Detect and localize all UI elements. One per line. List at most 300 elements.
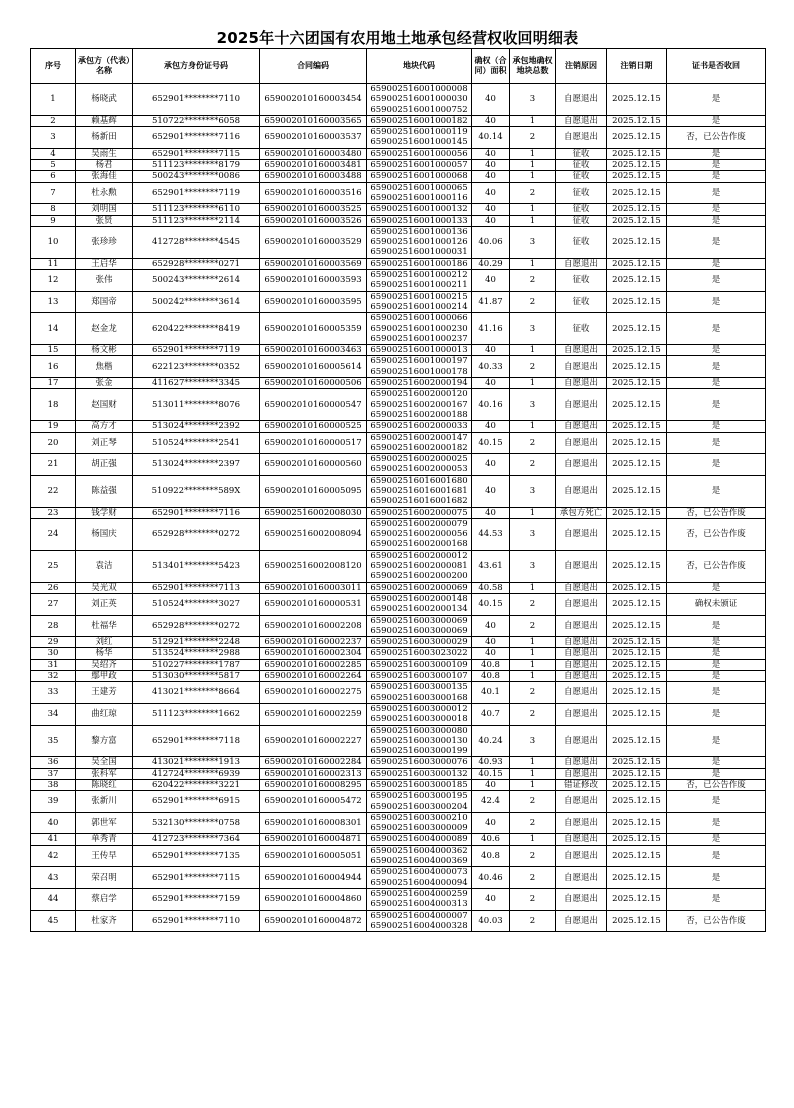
table-row xyxy=(31,768,766,779)
cell-name: 杜永勲 xyxy=(76,182,133,204)
cell-date: 2025.12.15 xyxy=(607,780,667,791)
table-row xyxy=(31,148,766,159)
cell-id: 510524********3027 xyxy=(133,593,260,615)
cell-parcel-codes xyxy=(367,637,472,648)
parcel-code: 659002516001000178 xyxy=(370,366,468,377)
cell-count: 1 xyxy=(510,148,556,159)
cell-area: 40 xyxy=(472,160,510,171)
parcel-code: 659002516001000056 xyxy=(370,148,468,159)
parcel-code: 659002516001000212 xyxy=(370,270,468,281)
cell-name: 黎方富 xyxy=(76,725,133,757)
cell-area: 40 xyxy=(472,378,510,389)
cell-count: 1 xyxy=(510,171,556,182)
cell-area: 40.29 xyxy=(472,258,510,269)
cell-date: 2025.12.15 xyxy=(607,84,667,116)
cell-name: 刘明国 xyxy=(76,204,133,215)
cell-id: 532130********0758 xyxy=(133,812,260,834)
cell-seq: 27 xyxy=(31,593,76,615)
cell-name: 袁洁 xyxy=(76,550,133,582)
cell-contract: 659002010160005359 xyxy=(260,313,367,345)
cell-count: 2 xyxy=(510,270,556,292)
cell-area: 40 xyxy=(472,454,510,476)
cell-parcel-codes xyxy=(367,378,472,389)
cell-cert: 是 xyxy=(667,757,766,768)
cell-area: 40 xyxy=(472,637,510,648)
cell-parcel-codes xyxy=(367,834,472,845)
cell-seq: 37 xyxy=(31,768,76,779)
cell-name: 郑国帝 xyxy=(76,291,133,313)
cell-area: 40 xyxy=(472,270,510,292)
cell-area: 40 xyxy=(472,84,510,116)
cell-parcel-codes xyxy=(367,356,472,378)
cell-contract: 659002516002008094 xyxy=(260,518,367,550)
parcel-code: 659002516016001681 xyxy=(370,485,468,496)
parcel-code: 659002516003000132 xyxy=(370,768,468,779)
cell-seq: 12 xyxy=(31,270,76,292)
cell-cert: 是 xyxy=(667,582,766,593)
cell-cert: 是 xyxy=(667,888,766,910)
table-body xyxy=(31,84,766,932)
parcel-code: 659002516001000211 xyxy=(370,280,468,291)
cell-seq: 32 xyxy=(31,671,76,682)
parcel-code: 659002516016001682 xyxy=(370,496,468,507)
cell-reason: 自愿退出 xyxy=(556,703,607,725)
table-row xyxy=(31,432,766,454)
cell-area: 41.87 xyxy=(472,291,510,313)
parcel-code: 659002516002000148 xyxy=(370,593,468,604)
cell-contract: 659002010160002259 xyxy=(260,703,367,725)
cell-cert: 是 xyxy=(667,115,766,126)
cell-reason: 自愿退出 xyxy=(556,659,607,670)
table-row xyxy=(31,910,766,932)
cell-area: 40.8 xyxy=(472,671,510,682)
cell-seq: 35 xyxy=(31,725,76,757)
parcel-code: 659002516004000362 xyxy=(370,845,468,856)
cell-id: 652928********0272 xyxy=(133,518,260,550)
cell-count: 1 xyxy=(510,834,556,845)
parcel-code: 659002516002000134 xyxy=(370,604,468,615)
cell-seq: 31 xyxy=(31,659,76,670)
cell-reason: 自愿退出 xyxy=(556,834,607,845)
parcel-code: 659002516003000210 xyxy=(370,812,468,823)
cell-cert: 否，已公告作废 xyxy=(667,780,766,791)
header-cert: 证书是否收回 xyxy=(667,49,766,84)
parcel-code: 659002516001000057 xyxy=(370,160,468,171)
parcel-code: 659002516001000145 xyxy=(370,137,468,148)
cell-name: 王建芳 xyxy=(76,682,133,704)
cell-contract: 659002010160008295 xyxy=(260,780,367,791)
cell-reason: 征收 xyxy=(556,313,607,345)
cell-id: 652901********7110 xyxy=(133,910,260,932)
cell-date: 2025.12.15 xyxy=(607,637,667,648)
cell-reason: 征收 xyxy=(556,270,607,292)
table-row xyxy=(31,812,766,834)
cell-id: 652901********7118 xyxy=(133,725,260,757)
cell-cert: 是 xyxy=(667,791,766,813)
cell-contract: 659002010160003529 xyxy=(260,226,367,258)
parcel-code: 659002516004000313 xyxy=(370,899,468,910)
parcel-code: 659002516001000119 xyxy=(370,127,468,138)
cell-date: 2025.12.15 xyxy=(607,582,667,593)
cell-area: 40.15 xyxy=(472,432,510,454)
cell-seq: 33 xyxy=(31,682,76,704)
page-title: 2025年十六团国有农用地土地承包经营权收回明细表 xyxy=(216,29,579,47)
cell-count: 1 xyxy=(510,659,556,670)
cell-date: 2025.12.15 xyxy=(607,127,667,149)
table-row xyxy=(31,550,766,582)
cell-count: 1 xyxy=(510,582,556,593)
cell-name: 杨君 xyxy=(76,160,133,171)
cell-reason: 自愿退出 xyxy=(556,725,607,757)
table-row xyxy=(31,291,766,313)
cell-area: 40.93 xyxy=(472,757,510,768)
cell-reason: 征收 xyxy=(556,215,607,226)
cell-id: 513401********5423 xyxy=(133,550,260,582)
cell-reason: 自愿退出 xyxy=(556,518,607,550)
cell-id: 652928********0271 xyxy=(133,258,260,269)
cell-reason: 自愿退出 xyxy=(556,582,607,593)
cell-reason: 自愿退出 xyxy=(556,454,607,476)
cell-id: 513024********2392 xyxy=(133,421,260,432)
cell-name: 高方才 xyxy=(76,421,133,432)
cell-count: 3 xyxy=(510,226,556,258)
cell-count: 2 xyxy=(510,182,556,204)
cell-name: 胡正强 xyxy=(76,454,133,476)
cell-cert: 是 xyxy=(667,725,766,757)
cell-parcel-codes xyxy=(367,615,472,637)
cell-cert: 是 xyxy=(667,226,766,258)
cell-id: 512921********2248 xyxy=(133,637,260,648)
cell-parcel-codes xyxy=(367,258,472,269)
cell-seq: 20 xyxy=(31,432,76,454)
cell-name: 杨晓武 xyxy=(76,84,133,116)
cell-id: 513030********5817 xyxy=(133,671,260,682)
parcel-code: 659002516001000066 xyxy=(370,313,468,324)
cell-date: 2025.12.15 xyxy=(607,421,667,432)
cell-seq: 43 xyxy=(31,867,76,889)
cell-reason: 征收 xyxy=(556,160,607,171)
table-header-row xyxy=(31,49,766,84)
cell-count: 1 xyxy=(510,780,556,791)
cell-seq: 26 xyxy=(31,582,76,593)
parcel-code: 659002516001000136 xyxy=(370,226,468,237)
parcel-code: 659002516003000135 xyxy=(370,682,468,693)
cell-reason: 自愿退出 xyxy=(556,345,607,356)
cell-count: 3 xyxy=(510,389,556,421)
parcel-code: 659002516001000230 xyxy=(370,323,468,334)
cell-date: 2025.12.15 xyxy=(607,171,667,182)
cell-reason: 自愿退出 xyxy=(556,550,607,582)
parcel-code: 659002516002000120 xyxy=(370,389,468,400)
cell-area: 40.8 xyxy=(472,845,510,867)
cell-cert: 是 xyxy=(667,148,766,159)
parcel-code: 659002516004000094 xyxy=(370,877,468,888)
cell-date: 2025.12.15 xyxy=(607,432,667,454)
table-row xyxy=(31,356,766,378)
cell-cert: 是 xyxy=(667,160,766,171)
parcel-code: 659002516001000215 xyxy=(370,291,468,302)
cell-seq: 19 xyxy=(31,421,76,432)
cell-contract: 659002010160002313 xyxy=(260,768,367,779)
cell-reason: 自愿退出 xyxy=(556,682,607,704)
parcel-code: 659002516001000065 xyxy=(370,182,468,193)
parcel-code: 659002516001000132 xyxy=(370,204,468,215)
cell-date: 2025.12.15 xyxy=(607,258,667,269)
header-seq: 序号 xyxy=(31,49,76,84)
cell-id: 500242********3614 xyxy=(133,291,260,313)
cell-name: 张伟 xyxy=(76,270,133,292)
cell-seq: 42 xyxy=(31,845,76,867)
header-date: 注销日期 xyxy=(607,49,667,84)
cell-count: 1 xyxy=(510,637,556,648)
cell-seq: 8 xyxy=(31,204,76,215)
cell-cert: 否，已公告作废 xyxy=(667,518,766,550)
cell-contract: 659002010160003454 xyxy=(260,84,367,116)
cell-contract: 659002010160004872 xyxy=(260,910,367,932)
header-id: 承包方身份证号码 xyxy=(133,49,260,84)
cell-name: 郭世军 xyxy=(76,812,133,834)
parcel-code: 659002516002000081 xyxy=(370,561,468,572)
cell-contract: 659002010160003488 xyxy=(260,171,367,182)
cell-parcel-codes xyxy=(367,550,472,582)
cell-id: 620422********3221 xyxy=(133,780,260,791)
cell-count: 3 xyxy=(510,550,556,582)
cell-count: 1 xyxy=(510,768,556,779)
cell-name: 曲红琼 xyxy=(76,703,133,725)
cell-cert: 是 xyxy=(667,215,766,226)
cell-cert: 是 xyxy=(667,313,766,345)
cell-area: 40 xyxy=(472,215,510,226)
parcel-code: 659002516001000214 xyxy=(370,301,468,312)
cell-contract: 659002010160002227 xyxy=(260,725,367,757)
cell-name: 单秀青 xyxy=(76,834,133,845)
cell-parcel-codes xyxy=(367,127,472,149)
cell-name: 张金 xyxy=(76,378,133,389)
cell-contract: 659002010160003565 xyxy=(260,115,367,126)
cell-area: 40.58 xyxy=(472,582,510,593)
cell-cert: 是 xyxy=(667,204,766,215)
parcel-code: 659002516003000069 xyxy=(370,615,468,626)
header-count: 承包地确权地块总数 xyxy=(510,49,556,84)
cell-date: 2025.12.15 xyxy=(607,507,667,518)
cell-name: 陈晓红 xyxy=(76,780,133,791)
parcel-code: 659002516002000025 xyxy=(370,454,468,465)
cell-name: 鄢甲政 xyxy=(76,671,133,682)
table-row xyxy=(31,834,766,845)
cell-reason: 自愿退出 xyxy=(556,648,607,659)
cell-reason: 错证修改 xyxy=(556,780,607,791)
table-row xyxy=(31,582,766,593)
cell-cert: 是 xyxy=(667,768,766,779)
cell-parcel-codes xyxy=(367,648,472,659)
parcel-code: 659002516003000080 xyxy=(370,725,468,736)
table-row xyxy=(31,258,766,269)
cell-parcel-codes xyxy=(367,757,472,768)
cell-parcel-codes xyxy=(367,389,472,421)
cell-id: 513524********2988 xyxy=(133,648,260,659)
cell-contract: 659002516002008030 xyxy=(260,507,367,518)
cell-date: 2025.12.15 xyxy=(607,845,667,867)
cell-seq: 10 xyxy=(31,226,76,258)
cell-contract: 659002010160003516 xyxy=(260,182,367,204)
table-row xyxy=(31,421,766,432)
cell-reason: 自愿退出 xyxy=(556,356,607,378)
cell-parcel-codes xyxy=(367,454,472,476)
cell-area: 40.15 xyxy=(472,593,510,615)
cell-reason: 自愿退出 xyxy=(556,637,607,648)
cell-seq: 41 xyxy=(31,834,76,845)
table-row xyxy=(31,127,766,149)
cell-parcel-codes xyxy=(367,582,472,593)
cell-reason: 自愿退出 xyxy=(556,127,607,149)
table-row xyxy=(31,182,766,204)
cell-date: 2025.12.15 xyxy=(607,378,667,389)
cell-name: 杜家齐 xyxy=(76,910,133,932)
cell-seq: 25 xyxy=(31,550,76,582)
cell-area: 40 xyxy=(472,888,510,910)
parcel-code: 659002516004000259 xyxy=(370,888,468,899)
cell-id: 652901********7116 xyxy=(133,507,260,518)
cell-reason: 自愿退出 xyxy=(556,258,607,269)
parcel-code: 659002516004000089 xyxy=(370,834,468,845)
parcel-code: 659002516003023022 xyxy=(370,648,468,659)
cell-cert: 是 xyxy=(667,171,766,182)
cell-seq: 28 xyxy=(31,615,76,637)
parcel-code: 659002516002000188 xyxy=(370,409,468,420)
cell-area: 40.46 xyxy=(472,867,510,889)
cell-contract: 659002010160003011 xyxy=(260,582,367,593)
cell-count: 2 xyxy=(510,593,556,615)
cell-seq: 11 xyxy=(31,258,76,269)
cell-parcel-codes xyxy=(367,888,472,910)
cell-name: 杨文彬 xyxy=(76,345,133,356)
parcel-code: 659002516002000056 xyxy=(370,529,468,540)
header-contract: 合同编码 xyxy=(260,49,367,84)
table-row xyxy=(31,518,766,550)
cell-parcel-codes xyxy=(367,768,472,779)
cell-area: 40 xyxy=(472,421,510,432)
cell-date: 2025.12.15 xyxy=(607,812,667,834)
cell-seq: 6 xyxy=(31,171,76,182)
cell-id: 500243********2614 xyxy=(133,270,260,292)
cell-date: 2025.12.15 xyxy=(607,270,667,292)
cell-seq: 3 xyxy=(31,127,76,149)
cell-contract: 659002010160000525 xyxy=(260,421,367,432)
parcel-code: 659002516003000009 xyxy=(370,823,468,834)
cell-name: 王启华 xyxy=(76,258,133,269)
cell-seq: 17 xyxy=(31,378,76,389)
parcel-code: 659002516003000069 xyxy=(370,625,468,636)
cell-count: 2 xyxy=(510,127,556,149)
cell-name: 杜福华 xyxy=(76,615,133,637)
cell-area: 40 xyxy=(472,204,510,215)
cell-name: 张海佳 xyxy=(76,171,133,182)
cell-cert: 是 xyxy=(667,845,766,867)
table-row xyxy=(31,160,766,171)
cell-reason: 自愿退出 xyxy=(556,867,607,889)
table-row xyxy=(31,171,766,182)
table-row xyxy=(31,648,766,659)
cell-date: 2025.12.15 xyxy=(607,313,667,345)
cell-date: 2025.12.15 xyxy=(607,757,667,768)
cell-contract: 659002010160003595 xyxy=(260,291,367,313)
cell-reason: 自愿退出 xyxy=(556,888,607,910)
table-row xyxy=(31,888,766,910)
cell-count: 2 xyxy=(510,291,556,313)
cell-date: 2025.12.15 xyxy=(607,475,667,507)
cell-date: 2025.12.15 xyxy=(607,182,667,204)
cell-cert: 是 xyxy=(667,270,766,292)
cell-date: 2025.12.15 xyxy=(607,659,667,670)
cell-area: 40.33 xyxy=(472,356,510,378)
cell-id: 511123********1662 xyxy=(133,703,260,725)
parcel-code: 659002516003000199 xyxy=(370,746,468,757)
cell-area: 40.7 xyxy=(472,703,510,725)
cell-cert: 是 xyxy=(667,671,766,682)
cell-parcel-codes xyxy=(367,703,472,725)
parcel-code: 659002516002000012 xyxy=(370,550,468,561)
cell-date: 2025.12.15 xyxy=(607,215,667,226)
cell-reason: 自愿退出 xyxy=(556,757,607,768)
parcel-code: 659002516004000073 xyxy=(370,867,468,878)
cell-cert: 是 xyxy=(667,682,766,704)
cell-seq: 34 xyxy=(31,703,76,725)
cell-area: 40.03 xyxy=(472,910,510,932)
cell-area: 40.15 xyxy=(472,768,510,779)
cell-id: 652901********7119 xyxy=(133,345,260,356)
cell-cert: 确权未颁证 xyxy=(667,593,766,615)
cell-parcel-codes xyxy=(367,226,472,258)
cell-seq: 13 xyxy=(31,291,76,313)
cell-seq: 29 xyxy=(31,637,76,648)
table-row xyxy=(31,659,766,670)
cell-count: 2 xyxy=(510,432,556,454)
cell-seq: 9 xyxy=(31,215,76,226)
table-row xyxy=(31,475,766,507)
cell-id: 652901********7110 xyxy=(133,84,260,116)
cell-area: 40 xyxy=(472,148,510,159)
cell-id: 652901********7159 xyxy=(133,888,260,910)
cell-id: 652901********7116 xyxy=(133,127,260,149)
cell-area: 40 xyxy=(472,345,510,356)
cell-contract: 659002010160002208 xyxy=(260,615,367,637)
cell-area: 40 xyxy=(472,812,510,834)
cell-cert: 是 xyxy=(667,659,766,670)
cell-parcel-codes xyxy=(367,910,472,932)
cell-id: 652901********7119 xyxy=(133,182,260,204)
cell-date: 2025.12.15 xyxy=(607,593,667,615)
cell-reason: 征收 xyxy=(556,204,607,215)
cell-area: 43.61 xyxy=(472,550,510,582)
cell-contract: 659002010160003526 xyxy=(260,215,367,226)
cell-seq: 45 xyxy=(31,910,76,932)
cell-date: 2025.12.15 xyxy=(607,703,667,725)
cell-cert: 是 xyxy=(667,648,766,659)
cell-cert: 是 xyxy=(667,421,766,432)
cell-name: 刘正英 xyxy=(76,593,133,615)
cell-count: 1 xyxy=(510,215,556,226)
cell-cert: 是 xyxy=(667,378,766,389)
parcel-code: 659002516004000328 xyxy=(370,920,468,931)
cell-reason: 征收 xyxy=(556,226,607,258)
cell-date: 2025.12.15 xyxy=(607,356,667,378)
cell-reason: 征收 xyxy=(556,148,607,159)
parcel-code: 659002516002000147 xyxy=(370,432,468,443)
cell-parcel-codes xyxy=(367,115,472,126)
cell-name: 杨新田 xyxy=(76,127,133,149)
cell-date: 2025.12.15 xyxy=(607,115,667,126)
parcel-code: 659002516003000029 xyxy=(370,637,468,648)
